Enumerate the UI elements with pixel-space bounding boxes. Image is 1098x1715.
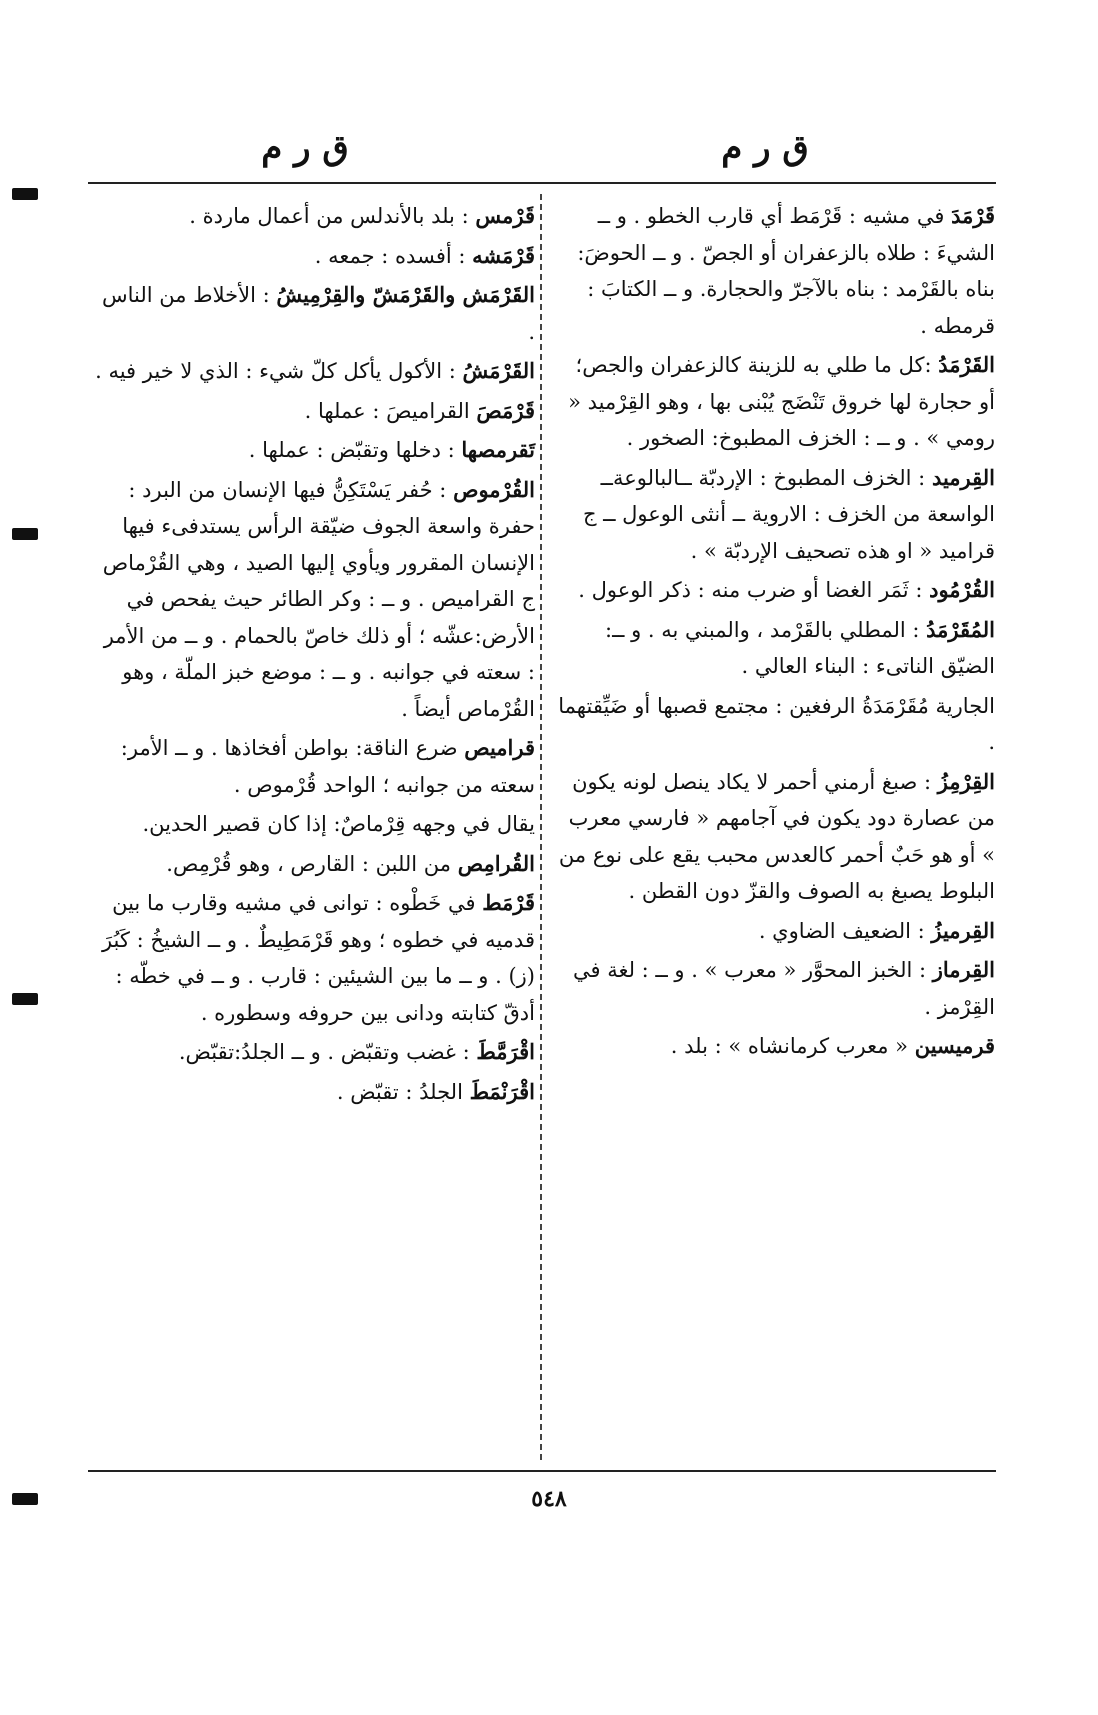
entry-definition: : غضب وتقبّض . و ــ الجلدُ:تقبّض. <box>178 1040 470 1064</box>
dictionary-entry <box>555 688 995 761</box>
entry-definition: الجلدُ : تقبّض . <box>336 1079 463 1104</box>
entry-headword: القِرْمِزُ <box>937 768 995 794</box>
dictionary-entry <box>95 277 535 350</box>
entry-definition: في مشيه : قَرْمَط أي قارب الخطو . و ــ الشيءَ : طلاه بالزعفران أو الجصّ . و ــ الحوضَ: بناه بالقَرْمد : بناه بالآجرّ والحجارة. و ــ الكتابَ : قرمطه . <box>577 204 995 338</box>
entry-headword: القُرامِص <box>457 850 535 876</box>
entry-definition: « معرب كرمانشاه » : بلد . <box>670 1034 909 1058</box>
entry-headword: القُرْمُود <box>929 577 995 602</box>
dictionary-entry <box>95 393 535 430</box>
entry-definition: : أفسده : جمعه . <box>314 243 466 268</box>
right-column <box>555 198 995 1068</box>
entry-definition: : الأخلاط من الناس . <box>101 283 535 344</box>
dictionary-entry <box>95 432 535 469</box>
entry-headword: القَرْمَدُ <box>938 352 995 377</box>
margin-mark <box>12 528 38 540</box>
entry-definition: القراميصَ : عملها . <box>304 398 470 423</box>
entry-headword: قَرْمَشه <box>472 242 535 268</box>
dictionary-entry <box>95 846 535 883</box>
dictionary-entry <box>95 885 535 1031</box>
bottom-rule <box>88 1470 996 1472</box>
dictionary-entry <box>95 238 535 275</box>
entry-headword: القِرماز <box>932 957 995 982</box>
entry-definition: في خَطْوه : توانى في مشيه وقارب ما بين قدميه في خطوه ؛ وهو قَرْمَطِيطٌ . و ــ الشيخُ : كَبُرَ (ز) . و ــ ما بين الشيئين : قارب . و ــ في خطّه : أدقّ كتابته ودانى بين حروفه وسطوره . <box>101 891 535 1025</box>
entry-definition: : حُفر يَسْتَكِنُّ فيها الإنسان من البرد : حفرة واسعة الجوف ضيّقة الرأس يستدفىء فيها الإنسان المقرور ويأوي إليها الصيد ، وهي القُرْماص ج القراميص . و ــ : وكر الطائر حيث يفحص في الأرض:عشّه ؛ أو ذلك خاصّ بالحمام . و ــ من الأمر : سعته في جوانبه . و ــ : موضع خبز الملّة ، وهو القُرْماص أيضاً . <box>102 477 535 721</box>
dictionary-entry <box>555 952 995 1025</box>
entry-headword: قَرْمَصَ <box>476 397 535 423</box>
entry-definition: من اللبن : القارص ، وهو قُرْمِص. <box>166 851 452 876</box>
entry-headword: المُقَرْمَدُ <box>926 616 995 642</box>
dictionary-entry <box>95 730 535 803</box>
dictionary-entry <box>95 1074 535 1111</box>
entry-definition: : بلد بالأندلس من أعمال ماردة . <box>189 204 469 228</box>
entry-definition: : المطلي بالقَرْمد ، والمبني به . و ــ: الضيّق الناتىء : البناء العالي . <box>605 617 995 678</box>
left-column <box>95 198 535 1113</box>
entry-definition: يقال في وجهه قِرْماصٌ: إذا كان قصير الحدين. <box>142 812 535 836</box>
dictionary-entry <box>555 198 995 344</box>
margin-mark <box>12 188 38 200</box>
dictionary-entry <box>555 913 995 950</box>
entry-headword: اقْرَمَّطَ <box>476 1039 535 1064</box>
dictionary-entry <box>555 460 995 570</box>
entry-definition: : دخلها وتقبّض : عملها . <box>248 438 455 462</box>
page-header-left: ق ر م <box>261 128 349 168</box>
page-header-right: ق ر م <box>721 128 809 168</box>
entry-headword: قَرْمَط <box>482 890 535 915</box>
entry-definition: : صبغ أرمني أحمر لا يكاد ينصل لونه يكون من عصارة دود يكون في آجامهم « فارسي معرب » أو هو حَبٌ أحمر كالعدس محبب يقع على نوع من البلوط يصبغ به الصوف والقزّ دون القطن . <box>558 769 995 903</box>
entry-headword: تَقرمصها <box>461 437 535 462</box>
dictionary-entry <box>555 764 995 910</box>
entry-headword: قراميص <box>464 735 535 760</box>
entry-definition: : الخبز المحوَّر « معرب » . و ــ : لغة في القِرْمز . <box>572 958 995 1019</box>
entry-headword: القِرميد <box>931 464 995 490</box>
entry-definition: : ثَمَر الغضا أو ضرب منه : ذكر الوعول . <box>578 578 923 602</box>
top-rule <box>88 182 996 184</box>
dictionary-entry <box>95 353 535 390</box>
margin-mark <box>12 1493 38 1505</box>
entry-definition: : الأكول يأكل كلّ شيء : الذي لا خير فيه . <box>95 359 456 383</box>
entry-headword: القَرْمَشُ <box>462 358 535 383</box>
entry-headword: قَرْمس <box>475 203 535 228</box>
entry-headword: القِرميزُ <box>931 917 995 943</box>
dictionary-entry <box>555 612 995 685</box>
dictionary-entry <box>95 1034 535 1071</box>
column-divider <box>540 194 542 1460</box>
entry-headword: قَرْمَدَ <box>951 203 995 228</box>
entry-headword: القَرْمَش والقَرْمَشّ والقِرْمِيشُ <box>276 282 535 307</box>
entry-definition: ضرع الناقة: بواطن أفخاذها . و ــ الأمر: سعته من جوانبه ؛ الواحد قُرْموص . <box>120 736 535 797</box>
entry-definition: : الضعيف الضاوي . <box>758 918 925 943</box>
entry-headword: قرميسين <box>914 1033 995 1058</box>
dictionary-entry <box>95 198 535 235</box>
dictionary-entry <box>95 472 535 728</box>
page-number: ٥٤٨ <box>531 1486 567 1512</box>
margin-mark <box>12 993 38 1005</box>
entry-headword: اقْرَنْمَطَ <box>469 1078 535 1104</box>
dictionary-entry <box>555 347 995 457</box>
entry-definition: الجارية مُقَرْمَدَةُ الرفغين : مجتمع قصبها أو ضَيِّقتهما . <box>558 693 995 754</box>
dictionary-entry <box>95 806 535 843</box>
dictionary-entry <box>555 572 995 609</box>
entry-definition: :كل ما طلي به للزينة كالزعفران والجص؛ أو حجارة لها خروق تَنْضَج يُبْنى بها ، وهو القِرْميد « رومي » . و ــ : الخزف المطبوخ: الصخور . <box>568 353 995 450</box>
entry-headword: القُرْموص <box>453 476 535 502</box>
entry-definition: : الخزف المطبوخ : الإردبّة ــالبالوعةــ الواسعة من الخزف : الاروية ــ أنثى الوعول ــ ج قراميد « او هذه تصحيف الإردبّة » . <box>582 465 995 563</box>
dictionary-entry <box>555 1028 995 1065</box>
